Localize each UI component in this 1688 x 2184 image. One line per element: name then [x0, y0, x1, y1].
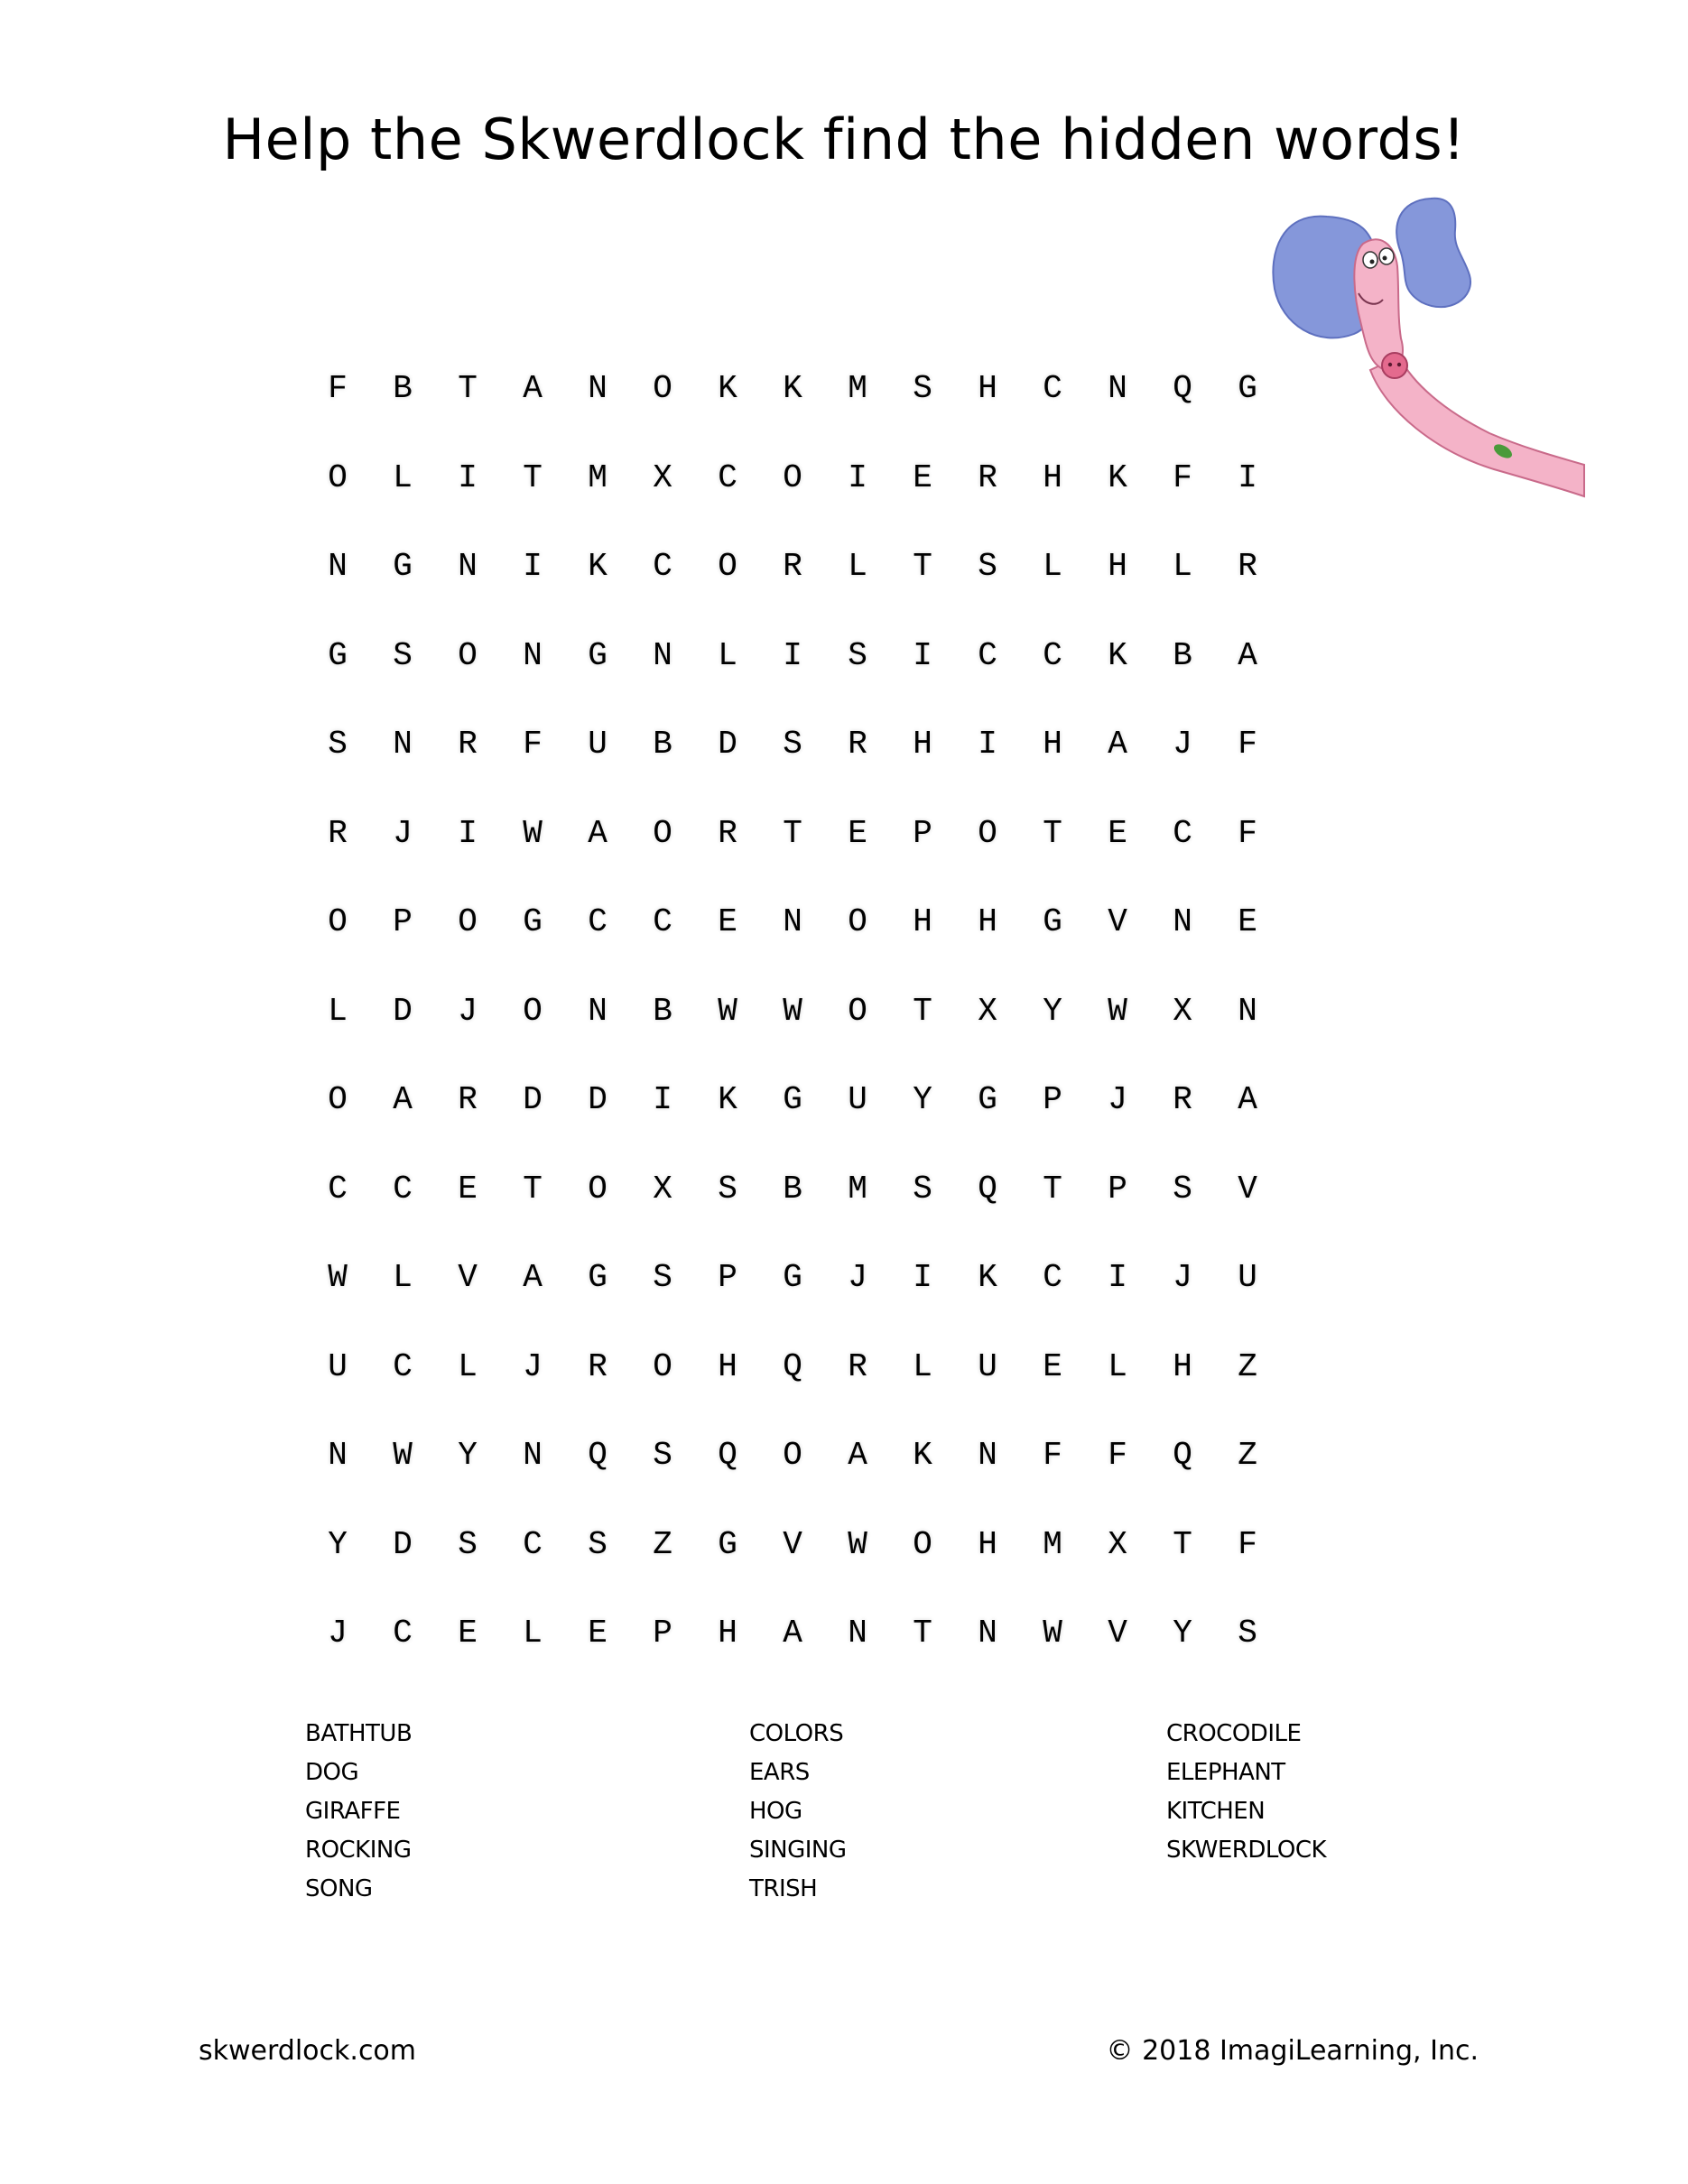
grid-letter: E [458, 1170, 478, 1208]
grid-letter: N [458, 548, 478, 585]
grid-letter: K [783, 370, 802, 407]
grid-letter: T [1043, 814, 1062, 852]
grid-letter: E [1043, 1347, 1062, 1385]
grid-letter: H [913, 726, 932, 763]
grid-letter: T [913, 548, 932, 585]
grid-letter: W [1043, 1615, 1062, 1652]
grid-letter: E [718, 903, 737, 940]
grid-letter: O [458, 636, 478, 674]
grid-letter: K [1108, 636, 1127, 674]
grid-letter: V [1238, 1170, 1257, 1208]
grid-letter: N [393, 726, 413, 763]
grid-letter: S [458, 1525, 478, 1563]
grid-letter: H [1173, 1347, 1192, 1385]
grid-letter: A [1238, 1081, 1257, 1118]
grid-letter: X [1108, 1525, 1127, 1563]
grid-letter: O [588, 1170, 607, 1208]
grid-letter: H [1043, 458, 1062, 496]
grid-letter: D [588, 1081, 607, 1118]
grid-letter: O [848, 992, 867, 1030]
grid-letter: B [653, 992, 672, 1030]
grid-letter: T [913, 1615, 932, 1652]
grid-letter: Q [1173, 370, 1192, 407]
grid-letter: L [458, 1347, 478, 1385]
grid-letter: H [718, 1615, 737, 1652]
grid-letter: J [1108, 1081, 1127, 1118]
grid-letter: L [393, 1259, 413, 1296]
word-list-item: SINGING [749, 1837, 847, 1864]
grid-letter: G [523, 903, 543, 940]
grid-letter: Y [1173, 1615, 1192, 1652]
word-list-item: TRISH [749, 1875, 818, 1902]
grid-letter: V [783, 1525, 802, 1563]
grid-letter: B [783, 1170, 802, 1208]
word-list-item: SKWERDLOCK [1166, 1837, 1327, 1864]
grid-letter: N [1108, 370, 1127, 407]
grid-letter: N [588, 370, 607, 407]
grid-letter: C [393, 1615, 413, 1652]
word-list-item: COLORS [749, 1720, 844, 1747]
grid-letter: Q [588, 1437, 607, 1474]
grid-letter: I [1108, 1259, 1127, 1296]
grid-letter: U [328, 1347, 348, 1385]
grid-letter: S [848, 636, 867, 674]
grid-letter: J [523, 1347, 543, 1385]
word-list-column-3 [1166, 1715, 1326, 1870]
grid-letter: O [328, 903, 348, 940]
grid-letter: R [978, 458, 997, 496]
word-list-item: CROCODILE [1166, 1720, 1302, 1747]
grid-letter: B [653, 726, 672, 763]
grid-letter: U [978, 1347, 997, 1385]
grid-letter: Z [653, 1525, 672, 1563]
grid-letter: T [1173, 1525, 1192, 1563]
page-title: Help the Skwerdlock find the hidden words! [222, 106, 1466, 172]
grid-letter: E [1108, 814, 1127, 852]
grid-letter: C [588, 903, 607, 940]
grid-letter: A [523, 1259, 543, 1296]
grid-letter: W [783, 992, 802, 1030]
grid-letter: N [523, 636, 543, 674]
grid-letter: F [1108, 1437, 1127, 1474]
grid-letter: C [393, 1347, 413, 1385]
grid-letter: W [393, 1437, 413, 1474]
grid-letter: F [1043, 1437, 1062, 1474]
grid-letter: M [1043, 1525, 1062, 1563]
grid-letter: I [848, 458, 867, 496]
grid-letter: Z [1238, 1347, 1257, 1385]
grid-letter: O [328, 1081, 348, 1118]
grid-letter: M [588, 458, 607, 496]
grid-letter: A [1238, 636, 1257, 674]
grid-letter: I [653, 1081, 672, 1118]
grid-letter: Y [1043, 992, 1062, 1030]
grid-letter: K [588, 548, 607, 585]
grid-letter: E [588, 1615, 607, 1652]
grid-letter: J [1173, 726, 1192, 763]
grid-letter: Q [978, 1170, 997, 1208]
grid-letter: F [1173, 458, 1192, 496]
grid-letter: T [1043, 1170, 1062, 1208]
grid-letter: I [978, 726, 997, 763]
word-list-item: SONG [305, 1875, 373, 1902]
grid-letter: C [653, 548, 672, 585]
grid-letter: J [458, 992, 478, 1030]
grid-letter: H [978, 903, 997, 940]
grid-letter: C [978, 636, 997, 674]
word-list-item: ELEPHANT [1166, 1759, 1285, 1786]
grid-letter: O [523, 992, 543, 1030]
grid-letter: T [458, 370, 478, 407]
grid-letter: G [1043, 903, 1062, 940]
grid-letter: R [328, 814, 348, 852]
grid-letter: C [1043, 636, 1062, 674]
grid-letter: A [393, 1081, 413, 1118]
grid-letter: P [718, 1259, 737, 1296]
grid-letter: L [848, 548, 867, 585]
grid-letter: R [783, 548, 802, 585]
grid-letter: I [913, 1259, 932, 1296]
grid-letter: H [978, 370, 997, 407]
grid-letter: S [978, 548, 997, 585]
grid-letter: Y [458, 1437, 478, 1474]
grid-letter: V [1108, 903, 1127, 940]
grid-letter: Y [913, 1081, 932, 1118]
grid-letter: B [1173, 636, 1192, 674]
grid-letter: L [1173, 548, 1192, 585]
grid-letter: K [978, 1259, 997, 1296]
grid-letter: I [1238, 458, 1257, 496]
grid-letter: Z [1238, 1437, 1257, 1474]
word-list-item: ROCKING [305, 1837, 412, 1864]
grid-letter: R [848, 726, 867, 763]
grid-letter: I [783, 636, 802, 674]
grid-letter: R [718, 814, 737, 852]
grid-letter: R [1238, 548, 1257, 585]
grid-letter: K [1108, 458, 1127, 496]
grid-letter: U [1238, 1259, 1257, 1296]
grid-letter: A [523, 370, 543, 407]
grid-letter: N [653, 636, 672, 674]
grid-letter: Q [1173, 1437, 1192, 1474]
grid-letter: L [718, 636, 737, 674]
grid-letter: J [1173, 1259, 1192, 1296]
word-list-item: GIRAFFE [305, 1798, 401, 1825]
grid-letter: E [848, 814, 867, 852]
grid-letter: O [653, 1347, 672, 1385]
grid-letter: P [1043, 1081, 1062, 1118]
grid-letter: X [653, 458, 672, 496]
grid-letter: I [458, 458, 478, 496]
copyright-notice: © 2018 ImagiLearning, Inc. [1106, 2035, 1479, 2067]
grid-letter: A [848, 1437, 867, 1474]
grid-letter: L [913, 1347, 932, 1385]
grid-letter: T [913, 992, 932, 1030]
grid-letter: T [783, 814, 802, 852]
grid-letter: C [393, 1170, 413, 1208]
grid-letter: G [588, 1259, 607, 1296]
grid-letter: S [653, 1259, 672, 1296]
word-list-item: KITCHEN [1166, 1798, 1266, 1825]
grid-letter: S [783, 726, 802, 763]
grid-letter: J [848, 1259, 867, 1296]
grid-letter: N [328, 548, 348, 585]
grid-letter: L [1108, 1347, 1127, 1385]
grid-letter: J [328, 1615, 348, 1652]
grid-letter: H [978, 1525, 997, 1563]
grid-letter: N [848, 1615, 867, 1652]
grid-letter: G [783, 1259, 802, 1296]
grid-letter: Q [718, 1437, 737, 1474]
grid-letter: R [458, 726, 478, 763]
grid-letter: W [328, 1259, 348, 1296]
grid-letter: W [848, 1525, 867, 1563]
grid-letter: E [1238, 903, 1257, 940]
grid-letter: H [1043, 726, 1062, 763]
grid-letter: T [523, 1170, 543, 1208]
grid-letter: R [458, 1081, 478, 1118]
grid-letter: U [848, 1081, 867, 1118]
grid-letter: L [1043, 548, 1062, 585]
grid-letter: H [1108, 548, 1127, 585]
grid-letter: P [653, 1615, 672, 1652]
grid-letter: C [1173, 814, 1192, 852]
grid-letter: G [393, 548, 413, 585]
grid-letter: S [1238, 1615, 1257, 1652]
grid-letter: M [848, 370, 867, 407]
grid-letter: O [653, 370, 672, 407]
grid-letter: A [783, 1615, 802, 1652]
grid-letter: S [718, 1170, 737, 1208]
grid-letter: F [1238, 814, 1257, 852]
grid-letter: P [913, 814, 932, 852]
grid-letter: O [653, 814, 672, 852]
grid-letter: J [393, 814, 413, 852]
word-list-column-1 [305, 1715, 412, 1909]
grid-letter: I [913, 636, 932, 674]
grid-letter: C [718, 458, 737, 496]
grid-letter: G [328, 636, 348, 674]
grid-letter: S [328, 726, 348, 763]
grid-letter: S [653, 1437, 672, 1474]
grid-letter: G [588, 636, 607, 674]
grid-letter: F [523, 726, 543, 763]
grid-letter: O [978, 814, 997, 852]
grid-letter: C [653, 903, 672, 940]
grid-letter: H [913, 903, 932, 940]
grid-letter: X [653, 1170, 672, 1208]
grid-letter: N [1238, 992, 1257, 1030]
grid-letter: C [523, 1525, 543, 1563]
grid-letter: O [783, 458, 802, 496]
grid-letter: S [913, 370, 932, 407]
grid-letter: E [458, 1615, 478, 1652]
grid-letter: F [328, 370, 348, 407]
grid-letter: S [1173, 1170, 1192, 1208]
grid-letter: F [1238, 726, 1257, 763]
grid-letter: C [328, 1170, 348, 1208]
grid-letter: H [718, 1347, 737, 1385]
grid-letter: N [1173, 903, 1192, 940]
grid-letter: G [718, 1525, 737, 1563]
grid-letter: N [588, 992, 607, 1030]
grid-letter: O [718, 548, 737, 585]
grid-letter: O [458, 903, 478, 940]
grid-letter: G [978, 1081, 997, 1118]
grid-letter: Q [783, 1347, 802, 1385]
grid-letter: S [393, 636, 413, 674]
grid-letter: V [458, 1259, 478, 1296]
word-list-item: BATHTUB [305, 1720, 413, 1747]
grid-letter: O [328, 458, 348, 496]
grid-letter: O [783, 1437, 802, 1474]
grid-letter: N [978, 1437, 997, 1474]
grid-letter: C [1043, 1259, 1062, 1296]
grid-letter: W [1108, 992, 1127, 1030]
grid-letter: D [393, 992, 413, 1030]
grid-letter: I [458, 814, 478, 852]
grid-letter: P [393, 903, 413, 940]
skwerdlock-illustration [1264, 190, 1589, 505]
word-list-item: HOG [749, 1798, 802, 1825]
grid-letter: K [718, 1081, 737, 1118]
grid-letter: I [523, 548, 543, 585]
grid-letter: K [718, 370, 737, 407]
grid-letter: N [783, 903, 802, 940]
grid-letter: G [1238, 370, 1257, 407]
grid-letter: S [913, 1170, 932, 1208]
grid-letter: R [1173, 1081, 1192, 1118]
grid-letter: O [913, 1525, 932, 1563]
grid-letter: L [523, 1615, 543, 1652]
grid-letter: W [718, 992, 737, 1030]
grid-letter: B [393, 370, 413, 407]
word-search-grid [305, 356, 1280, 1690]
grid-letter: N [978, 1615, 997, 1652]
grid-letter: S [588, 1525, 607, 1563]
grid-letter: C [1043, 370, 1062, 407]
grid-letter: L [328, 992, 348, 1030]
grid-letter: N [523, 1437, 543, 1474]
word-list-item: EARS [749, 1759, 810, 1786]
grid-letter: T [523, 458, 543, 496]
grid-letter: E [913, 458, 932, 496]
grid-letter: R [848, 1347, 867, 1385]
word-list-column-2 [749, 1715, 847, 1909]
grid-letter: L [393, 458, 413, 496]
grid-letter: K [913, 1437, 932, 1474]
grid-letter: M [848, 1170, 867, 1208]
word-list-item: DOG [305, 1759, 359, 1786]
grid-letter: O [848, 903, 867, 940]
grid-letter: V [1108, 1615, 1127, 1652]
grid-letter: F [1238, 1525, 1257, 1563]
grid-letter: D [718, 726, 737, 763]
grid-letter: W [523, 814, 543, 852]
grid-letter: P [1108, 1170, 1127, 1208]
grid-letter: A [1108, 726, 1127, 763]
grid-letter: U [588, 726, 607, 763]
grid-letter: Y [328, 1525, 348, 1563]
grid-letter: X [1173, 992, 1192, 1030]
grid-letter: D [523, 1081, 543, 1118]
website-url: skwerdlock.com [199, 2035, 417, 2067]
grid-letter: G [783, 1081, 802, 1118]
grid-letter: D [393, 1525, 413, 1563]
grid-letter: R [588, 1347, 607, 1385]
grid-letter: A [588, 814, 607, 852]
grid-letter: N [328, 1437, 348, 1474]
grid-letter: X [978, 992, 997, 1030]
